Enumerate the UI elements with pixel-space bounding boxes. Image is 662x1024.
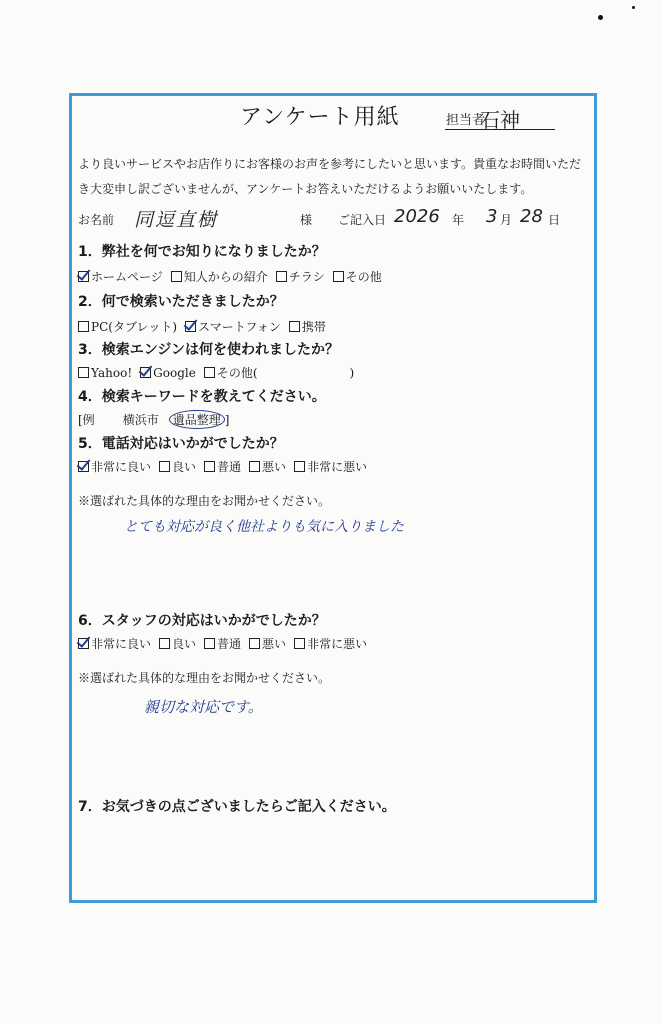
checkbox[interactable] [276,271,287,282]
staff-name: 石神 [480,108,520,132]
checkbox[interactable] [289,321,300,332]
checkbox[interactable] [204,638,215,649]
month-value[interactable]: 3 [486,206,498,227]
date-label: ご記入日 [338,213,387,227]
question-1: 1．弊社を何でお知りになりましたか？ [78,244,326,260]
checkbox[interactable] [249,638,260,649]
checkbox[interactable] [78,461,89,472]
checkbox[interactable] [78,638,89,649]
staff-underline [445,129,555,130]
q6-option-good[interactable]: 良い [159,635,196,652]
intro-text: より良いサービスやお店作りにお客様のお声を参考にしたいと思います。貴重なお時間いただき大変申し訳ございませんが、アンケートお答えいただけるようお願いいたします。 [78,157,582,196]
q1-option-other[interactable]: その他 [333,268,382,285]
q1-options [78,268,382,285]
checkbox[interactable] [204,367,215,378]
q2-option-pc[interactable]: PC(タブレット) [78,318,177,335]
survey-form-frame [69,93,597,903]
checkbox[interactable] [78,271,89,282]
checkbox[interactable] [159,638,170,649]
q6-option-bad[interactable]: 悪い [249,635,286,652]
q2-option-mobile[interactable]: 携帯 [289,318,326,335]
honorific: 様 [300,213,313,227]
checkbox[interactable] [171,271,182,282]
q5-option-good[interactable]: 良い [159,458,196,475]
q6-comment[interactable]: 親切な対応です。 [144,698,263,716]
question-5: 5．電話対応はいかがでしたか？ [78,436,284,452]
q6-option-average[interactable]: 普通 [204,635,241,652]
q3-option-google[interactable]: Google [140,364,196,381]
year-value[interactable]: 2026 [394,206,440,227]
question-3: 3．検索エンジンは何を使われましたか？ [78,342,340,358]
q6-option-very-good[interactable]: 非常に良い [78,635,151,652]
q2-options [78,318,326,335]
ink-dot [598,15,603,20]
q6-option-very-bad[interactable]: 非常に悪い [294,635,367,652]
q3-options [78,364,354,381]
checkbox[interactable] [185,321,196,332]
checkbox[interactable] [294,638,305,649]
q5-option-very-good[interactable]: 非常に良い [78,458,151,475]
q5-option-very-bad[interactable]: 非常に悪い [294,458,367,475]
name-value[interactable]: 同逗直樹 [134,209,219,231]
keyword-circled: 遺品整理 [169,410,225,429]
q1-option-flyer[interactable]: チラシ [276,268,325,285]
q5-option-average[interactable]: 普通 [204,458,241,475]
day-value[interactable]: 28 [520,206,543,227]
checkbox[interactable] [159,461,170,472]
year-unit: 年 [452,213,465,227]
q5-comment[interactable]: とても対応が良く他社よりも気に入りました [124,519,404,535]
q6-options [78,635,367,652]
q2-option-smartphone[interactable]: スマートフォン [185,318,281,335]
staff-label: 担当者 [446,113,486,128]
ink-dot [632,6,635,9]
name-label: お名前 [78,213,115,227]
checkbox[interactable] [140,367,151,378]
day-unit: 日 [548,213,561,227]
month-unit: 月 [500,213,513,227]
checkbox[interactable] [333,271,344,282]
checkbox[interactable] [78,367,89,378]
q3-option-other[interactable]: その他( ) [204,364,354,381]
q4-example: [例 横浜市 遺品整理 ] [78,410,229,429]
question-6: 6．スタッフの対応はいかがでしたか？ [78,613,326,629]
checkbox[interactable] [249,461,260,472]
q6-reason-prompt: ※選ばれた具体的な理由をお聞かせください。 [78,671,331,685]
q3-option-yahoo[interactable]: Yahoo! [78,364,132,381]
q5-options [78,458,367,475]
question-2: 2．何で検索いただきましたか？ [78,294,284,310]
q5-option-bad[interactable]: 悪い [249,458,286,475]
q5-reason-prompt: ※選ばれた具体的な理由をお聞かせください。 [78,494,331,508]
checkbox[interactable] [294,461,305,472]
question-7: 7．お気づきの点ございましたらご記入ください。 [78,799,396,815]
question-4: 4．検索キーワードを教えてください。 [78,389,326,405]
checkbox[interactable] [78,321,89,332]
form-title: アンケート用紙 [240,105,400,130]
q1-option-homepage[interactable]: ホームページ [78,268,163,285]
checkbox[interactable] [204,461,215,472]
q1-option-referral[interactable]: 知人からの紹介 [171,268,268,285]
